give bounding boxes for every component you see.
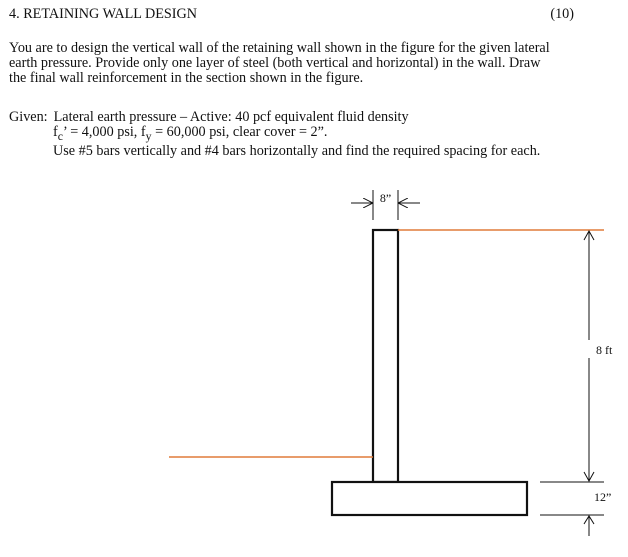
- given-pressure-text: Lateral earth pressure – Active: 40 pcf equivalent fluid density: [53, 109, 409, 125]
- wall-thickness-dimension: [351, 190, 420, 220]
- wall-footing: [332, 482, 527, 515]
- fc-symbol: f: [53, 124, 58, 140]
- fc-subscript: c: [57, 128, 63, 143]
- prompt-line-3: the final wall reinforcement in the section shown in the figure.: [9, 70, 364, 86]
- wall-stem: [373, 230, 398, 482]
- prompt-line-2: earth pressure. Provide only one layer of steel (both vertical and horizontal) in the wall. Draw: [9, 55, 541, 71]
- wall-height-label: 8 ft: [596, 343, 613, 357]
- problem-points: (10): [550, 6, 574, 22]
- fy-symbol: f: [140, 124, 146, 140]
- fy-subscript: y: [145, 128, 152, 143]
- given-bars-line: Use #5 bars vertically and #4 bars horizontally and find the required spacing for each.: [53, 142, 541, 159]
- wall-thickness-label: 8”: [379, 191, 392, 205]
- prompt-line-1: You are to design the vertical wall of the retaining wall shown in the figure for the given lateral: [9, 40, 550, 56]
- footing-thickness-label: 12”: [594, 490, 612, 504]
- problem-title: 4. RETAINING WALL DESIGN: [9, 6, 198, 22]
- fy-value: = 60,000 psi, clear cover = 2”.: [151, 124, 328, 140]
- fc-value: ’ = 4,000 psi,: [62, 124, 141, 140]
- wall-height-dimension: [540, 231, 613, 482]
- footing-thickness-dimension: [540, 490, 611, 536]
- given-label: Given:: [9, 109, 48, 125]
